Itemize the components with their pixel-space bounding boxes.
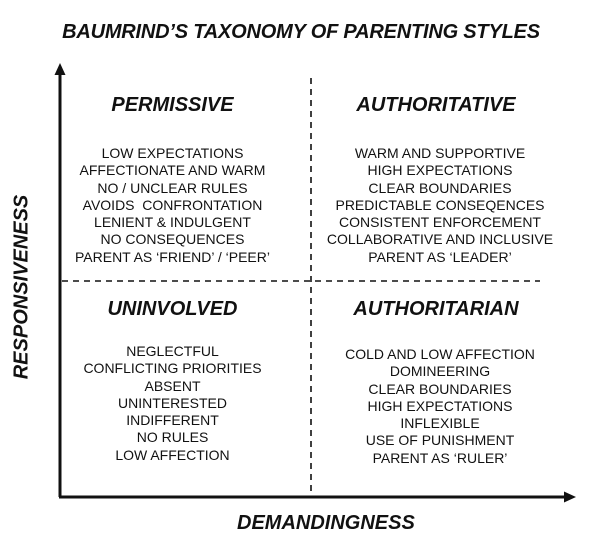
- trait-item: PREDICTABLE CONSEQENCES: [335, 196, 545, 213]
- trait-item: PARENT AS ‘LEADER’: [368, 248, 512, 265]
- trait-item: COLD AND LOW AFFECTION: [345, 346, 535, 362]
- trait-item: PARENT AS ‘RULER’: [372, 449, 508, 466]
- trait-item: INDIFFERENT: [126, 412, 219, 429]
- trait-item: NO CONSEQUENCES: [100, 231, 245, 248]
- trait-item: COLLABORATIVE AND INCLUSIVE: [326, 231, 554, 248]
- trait-item: INFLEXIBLE: [400, 415, 480, 432]
- trait-item: LOW AFFECTION: [115, 446, 230, 463]
- quadrant-permissive: [60, 94, 315, 266]
- trait-item: UNINTERESTED: [118, 394, 227, 411]
- trait-item: DOMINEERING: [389, 363, 491, 380]
- diagram-title: BAUMRIND’S TAXONOMY OF PARENTING STYLES: [62, 21, 540, 43]
- quadrant-uninvolved: [60, 298, 315, 464]
- trait-item: WARM AND SUPPORTIVE: [354, 145, 526, 161]
- trait-item: CLEAR BOUNDARIES: [368, 179, 512, 196]
- quadrant-heading: AUTHORITATIVE: [356, 94, 516, 116]
- y-axis-arrow-icon: [55, 63, 66, 75]
- trait-item: NO / UNCLEAR RULES: [97, 179, 248, 196]
- quadrant-heading: AUTHORITARIAN: [353, 298, 519, 320]
- trait-item: LOW EXPECTATIONS: [101, 145, 244, 161]
- trait-item: ABSENT: [144, 377, 201, 394]
- trait-list: [30, 343, 315, 464]
- quadrant-heading: PERMISSIVE: [111, 94, 234, 116]
- trait-item: NO RULES: [136, 429, 209, 446]
- trait-item: CLEAR BOUNDARIES: [368, 380, 512, 397]
- trait-item: USE OF PUNISHMENT: [365, 432, 515, 449]
- trait-list: [279, 145, 601, 266]
- quadrant-heading: UNINVOLVED: [107, 298, 238, 320]
- trait-list: [30, 145, 315, 266]
- quadrant-authoritarian: [311, 298, 601, 467]
- quadrant-authoritative: [311, 94, 601, 266]
- x-axis-label: DEMANDINGNESS: [237, 512, 415, 534]
- trait-item: LENIENT & INDULGENT: [94, 214, 251, 231]
- y-axis-label: RESPONSIVENESS: [10, 194, 33, 380]
- x-axis-arrow-icon: [564, 492, 576, 503]
- trait-item: HIGH EXPECTATIONS: [367, 162, 513, 179]
- trait-item: NEGLECTFUL: [126, 343, 219, 359]
- trait-list: [279, 346, 601, 467]
- trait-item: AVOIDS CONFRONTATION: [82, 196, 263, 213]
- trait-item: PARENT AS ‘FRIEND’ / ‘PEER’: [74, 248, 270, 265]
- trait-item: AFFECTIONATE AND WARM: [79, 162, 266, 179]
- trait-item: HIGH EXPECTATIONS: [367, 397, 513, 414]
- trait-item: CONSISTENT ENFORCEMENT: [339, 214, 541, 231]
- trait-item: CONFLICTING PRIORITIES: [83, 360, 262, 377]
